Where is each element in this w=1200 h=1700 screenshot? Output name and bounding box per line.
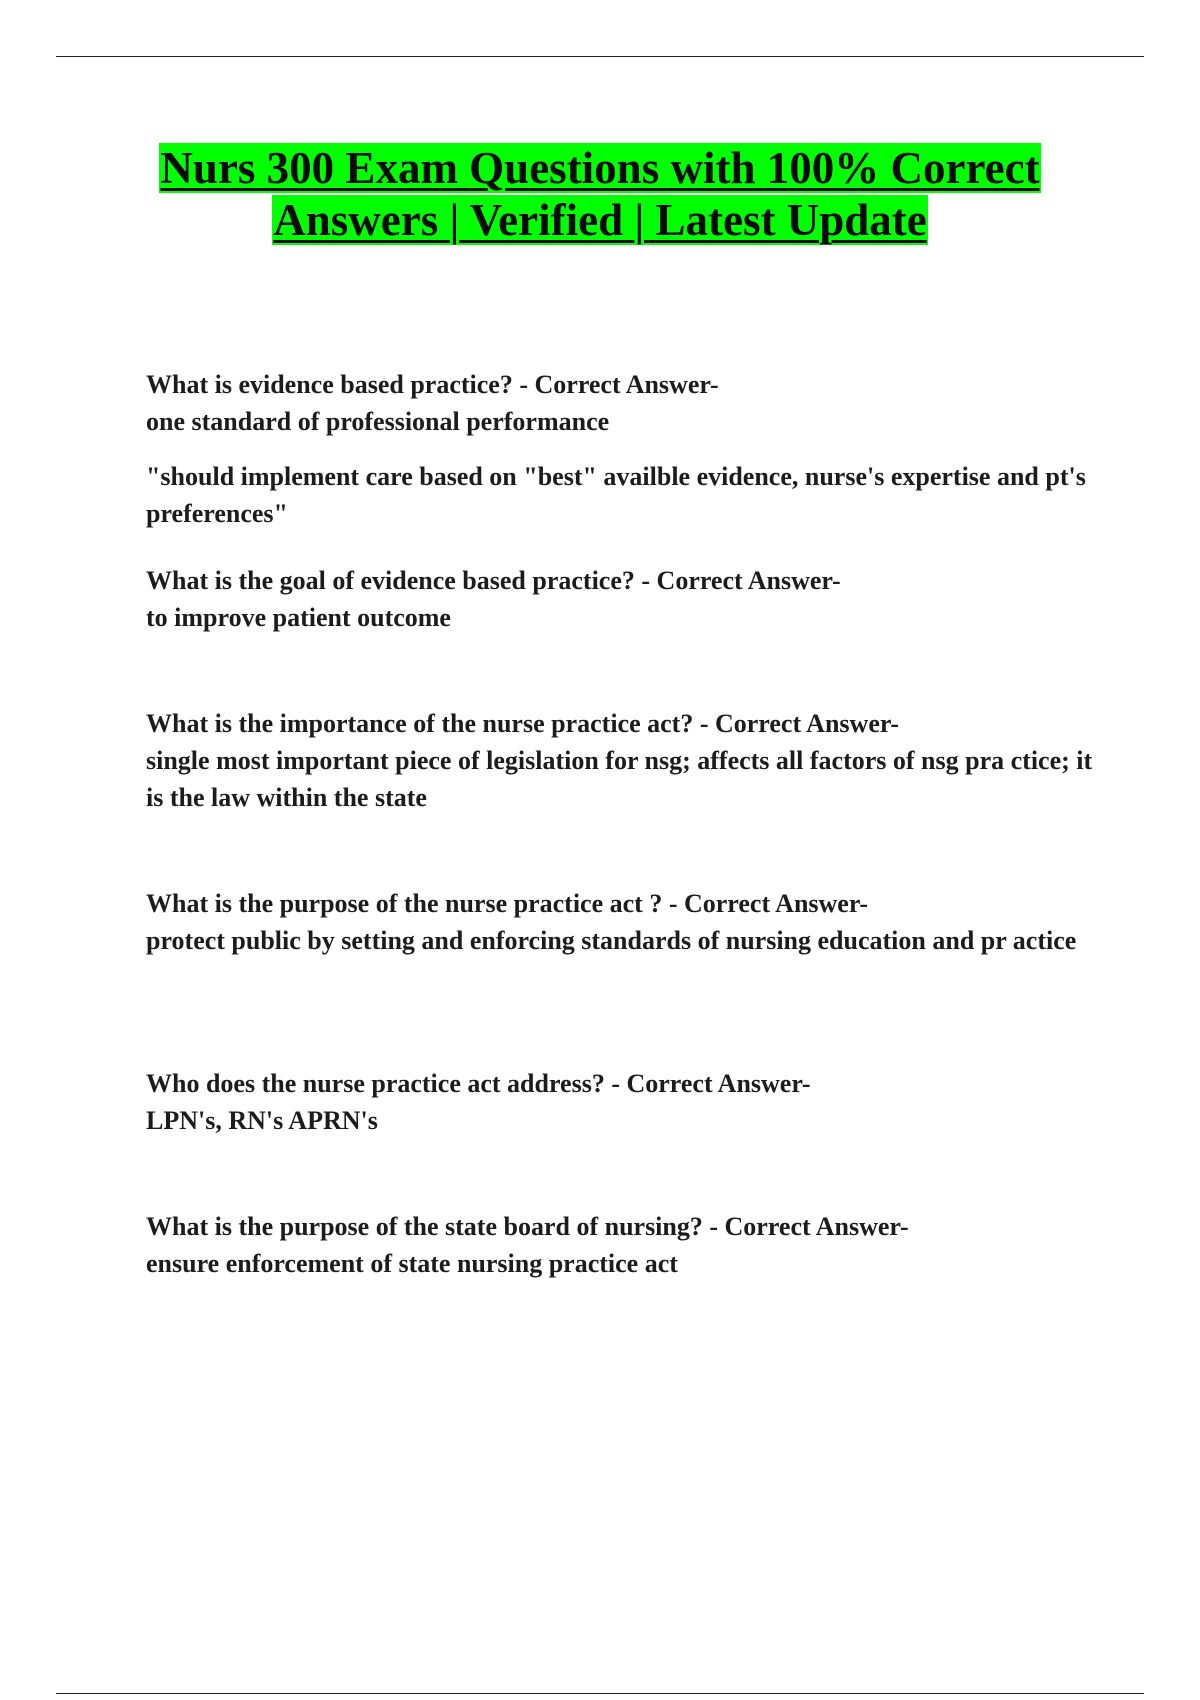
qa-item (146, 1065, 1096, 1208)
answer-text: one standard of professional performance (146, 407, 610, 436)
answer-text: to improve patient outcome (146, 603, 451, 632)
question-text: What is the goal of evidence based practice? - Correct Answer- (146, 566, 841, 595)
qa-item (146, 885, 1096, 1065)
question-text: What is the purpose of the nurse practice act ? - Correct Answer- (146, 889, 869, 918)
title-line-2: Answers | Verified | Latest Update (273, 195, 927, 245)
answer-text: protect public by setting and enforcing standards of nursing education and pr actice (146, 926, 1077, 955)
qa-item (146, 562, 1096, 705)
question-text: What is the importance of the nurse practice act? - Correct Answer- (146, 709, 900, 738)
qa-item (146, 366, 1096, 562)
header-rule (56, 56, 1144, 57)
question-text: Who does the nurse practice act address? - Correct Answer- (146, 1069, 811, 1098)
qa-item (146, 1208, 1096, 1282)
answer-note: "should implement care based on "best" availble evidence, nurse's expertise and pt's preferences" (146, 462, 1086, 528)
question-text: What is the purpose of the state board of nursing? - Correct Answer- (146, 1212, 909, 1241)
qa-item (146, 705, 1096, 885)
question-text: What is evidence based practice? - Correct Answer- (146, 370, 719, 399)
footer-rule (56, 1693, 1144, 1694)
document-title (56, 142, 1144, 246)
answer-text: single most important piece of legislation for nsg; affects all factors of nsg pra ctice; it is the law within the state (146, 746, 1093, 812)
title-line-1: Nurs 300 Exam Questions with 100% Correct (160, 143, 1040, 193)
answer-text: ensure enforcement of state nursing practice act (146, 1249, 678, 1278)
answer-text: LPN's, RN's APRN's (146, 1106, 378, 1135)
qa-list (146, 366, 1096, 1282)
